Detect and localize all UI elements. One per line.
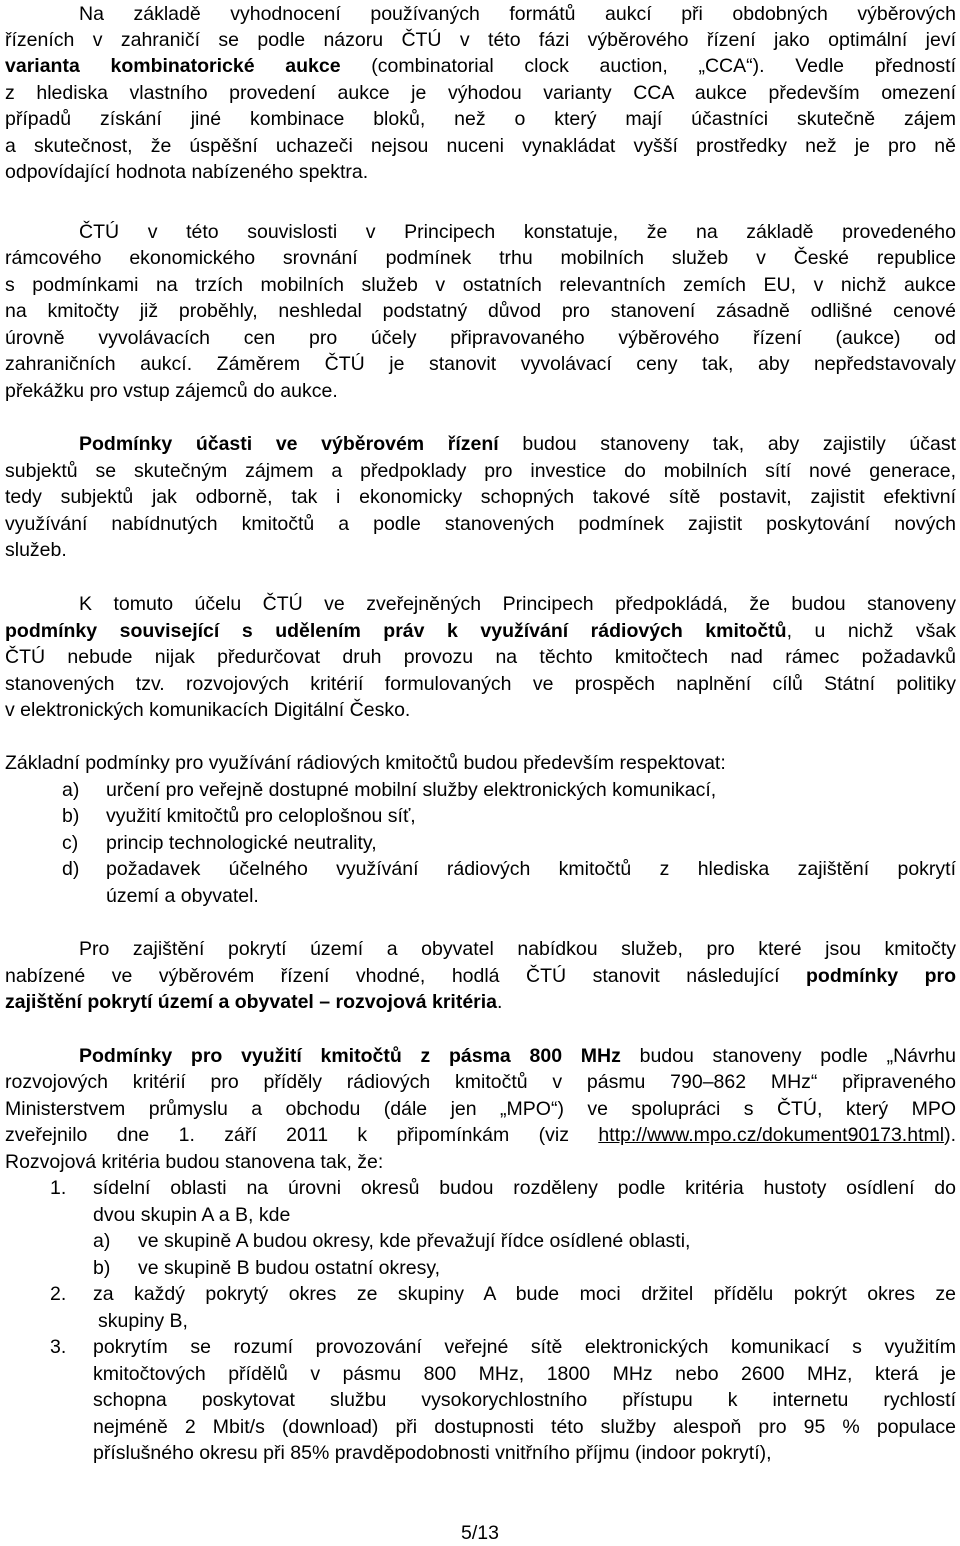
bold-text: Podmínky účasti ve výběrovém řízení xyxy=(79,433,499,455)
bold-text: zajištění pokrytí území a obyvatel – rozvojová kritéria xyxy=(5,991,498,1013)
text-line: v elektronických komunikacích Digitální Česko. xyxy=(5,699,411,721)
list-item-continuation xyxy=(5,883,956,909)
list-text: sídelní oblasti na úrovni okresů budou rozděleny podle kritéria hustoty osídlení do xyxy=(93,1177,956,1199)
text-span: ). xyxy=(944,1124,956,1146)
text-line: na kmitočty již proběhly, neshledal podstatný důvod pro stanovení zásadně odlišné cenové xyxy=(5,300,956,322)
text-line: K tomuto účelu ČTÚ ve zveřejněných Principech předpokládá, že budou stanoveny xyxy=(79,593,956,615)
list-text: ve skupině B budou ostatní okresy, xyxy=(138,1257,441,1279)
text-line: odpovídající hodnota nabízeného spektra. xyxy=(5,161,369,183)
text-span: zveřejnilo dne 1. září 2011 k připomínkám (viz xyxy=(5,1124,599,1146)
text-span: , u nichž však xyxy=(786,620,957,642)
list-item xyxy=(5,830,956,856)
list-item-continuation xyxy=(5,1202,956,1228)
list-number: 2. xyxy=(50,1283,67,1305)
text-line: služeb. xyxy=(5,539,67,561)
text-line: Pro zajištění pokrytí území a obyvatel nabídkou služeb, pro které jsou kmitočty xyxy=(79,938,956,960)
text-line xyxy=(5,1122,956,1148)
text-line xyxy=(5,1043,956,1069)
text-line: úrovně vyvolávacích cen pro účely připravovaného výběrového řízení (aukce) od xyxy=(5,327,956,349)
list-label: b) xyxy=(62,805,80,827)
text-line: rozvojových kritérií pro příděly rádiových kmitočtů v pásmu 790–862 MHz“ připraveného xyxy=(5,1071,956,1093)
text-line: z hlediska vlastního provedení aukce je výhodou varianty CCA aukce především omezení xyxy=(5,82,956,104)
text-line xyxy=(5,431,956,457)
text-line: řízeních v zahraničí se podle názoru ČTÚ v této fázi výběrového řízení jako optimální jeví xyxy=(5,29,956,51)
list-text: požadavek účelného využívání rádiových kmitočtů z hlediska zajištění pokrytí xyxy=(106,858,956,880)
list-text: využití kmitočtů pro celoplošnou síť, xyxy=(106,805,416,827)
list-text: skupiny B, xyxy=(98,1310,188,1332)
text-line: Základní podmínky pro využívání rádiových kmitočtů budou především respektovat: xyxy=(5,752,726,774)
list-text: určení pro veřejně dostupné mobilní služby elektronických komunikací, xyxy=(106,779,717,801)
list-text: ve skupině A budou okresy, kde převažují řídce osídlené oblasti, xyxy=(138,1230,691,1252)
list-text: dvou skupin A a B, kde xyxy=(93,1204,291,1226)
text-line: využívání nabídnutých kmitočtů a podle stanovených podmínek zajistit poskytování nových xyxy=(5,513,956,535)
sub-list-item xyxy=(5,1255,956,1281)
text-line: překážku pro vstup zájemců do aukce. xyxy=(5,380,338,402)
list-label: a) xyxy=(62,779,80,801)
text-line: ČTÚ v této souvislosti v Principech konstatuje, že na základě provedeného xyxy=(79,221,956,243)
list-item xyxy=(5,1281,956,1307)
list-text: schopna poskytovat službu vysokorychlostního přístupu k internetu rychlostí xyxy=(93,1389,956,1411)
list-text: příslušného okresu při 85% pravděpodobnosti vnitřního příjmu (indoor pokrytí), xyxy=(93,1442,772,1464)
list-item-continuation xyxy=(5,1387,956,1413)
list-label: a) xyxy=(93,1230,111,1252)
text-line: Na základě vyhodnocení používaných formátů aukcí při obdobných výběrových xyxy=(79,3,956,25)
list-text: za každý pokrytý okres ze skupiny A bude moci držitel přídělu pokrýt okres ze xyxy=(93,1283,956,1305)
list-number: 3. xyxy=(50,1336,67,1358)
text-line: subjektů se skutečným zájmem a předpoklady pro investice do mobilních sítí nové generace, xyxy=(5,460,956,482)
text-span: . xyxy=(497,991,503,1013)
page-number: 5/13 xyxy=(461,1522,499,1544)
bold-text: podmínky pro xyxy=(806,965,956,987)
text-line: zahraničních aukcí. Záměrem ČTÚ je stanovit vyvolávací ceny tak, aby nepředstavovaly xyxy=(5,353,956,375)
list-text: princip technologické neutrality, xyxy=(106,832,377,854)
text-line: rámcového ekonomického srovnání podmínek trhu mobilních služeb v České republice xyxy=(5,247,956,269)
list-text: pokrytím se rozumí provozování veřejné sítě elektronických komunikací s využitím xyxy=(93,1336,956,1358)
text-line: a skutečnost, že úspěšní uchazeči nejsou nuceni vynakládat vyšší prostředky než je pro ně xyxy=(5,135,956,157)
text-line xyxy=(5,989,956,1015)
text-span: (combinatorial clock auction, „CCA“). Vedle předností xyxy=(340,55,957,77)
text-line: ČTÚ nebude nijak předurčovat druh provozu na těchto kmitočtech nad rámec požadavků xyxy=(5,646,956,668)
bold-text: podmínky související s udělením práv k využívání rádiových kmitočtů xyxy=(5,620,787,642)
list-item xyxy=(5,777,956,803)
list-item xyxy=(5,1334,956,1360)
bold-text: varianta kombinatorické aukce xyxy=(5,55,341,77)
text-line: Ministerstvem průmyslu a obchodu (dále jen „MPO“) ve spolupráci s ČTÚ, který MPO xyxy=(5,1098,956,1120)
bold-text: Podmínky pro využití kmitočtů z pásma 800 MHz xyxy=(79,1045,621,1067)
mpo-document-link[interactable]: http://www.mpo.cz/dokument90173.html xyxy=(598,1124,945,1146)
text-line: Rozvojová kritéria budou stanovena tak, že: xyxy=(5,1151,384,1173)
list-item-continuation xyxy=(5,1440,956,1466)
sub-list-item xyxy=(5,1228,956,1254)
list-item xyxy=(5,1175,956,1201)
text-line xyxy=(5,53,956,79)
text-span: budou stanoveny podle „Návrhu xyxy=(620,1045,956,1067)
list-number: 1. xyxy=(50,1177,67,1199)
text-span: nabízené ve výběrovém řízení vhodné, hodlá ČTÚ stanovit následující xyxy=(5,965,806,987)
list-text: kmitočtových přídělů v pásmu 800 MHz, 1800 MHz nebo 2600 MHz, která je xyxy=(93,1363,956,1385)
list-item xyxy=(5,856,956,882)
list-label: c) xyxy=(62,832,79,854)
text-span: budou stanoveny tak, aby zajistily účast xyxy=(498,433,957,455)
list-item-continuation xyxy=(5,1361,956,1387)
text-line xyxy=(5,618,956,644)
text-line: případů získání jiné kombinace bloků, než o který mají účastníci skutečně zájem xyxy=(5,108,956,130)
list-item xyxy=(5,803,956,829)
list-text: nejméně 2 Mbit/s (download) při dostupnosti této služby alespoň pro 95 % populace xyxy=(93,1416,956,1438)
list-item-continuation xyxy=(5,1308,956,1334)
list-item-continuation xyxy=(5,1414,956,1440)
text-line: stanovených tzv. rozvojových kritérií formulovaných ve prospěch naplnění cílů Státní politiky xyxy=(5,673,956,695)
list-label: b) xyxy=(93,1257,111,1279)
list-text: území a obyvatel. xyxy=(106,885,259,907)
list-label: d) xyxy=(62,858,80,880)
text-line: tedy subjektů jak odborně, tak i ekonomicky schopných takové sítě postavit, zajistit efektivní xyxy=(5,486,956,508)
text-line: s podmínkami na trzích mobilních služeb v ostatních relevantních zemích EU, v nichž aukce xyxy=(5,274,956,296)
text-line xyxy=(5,963,956,989)
